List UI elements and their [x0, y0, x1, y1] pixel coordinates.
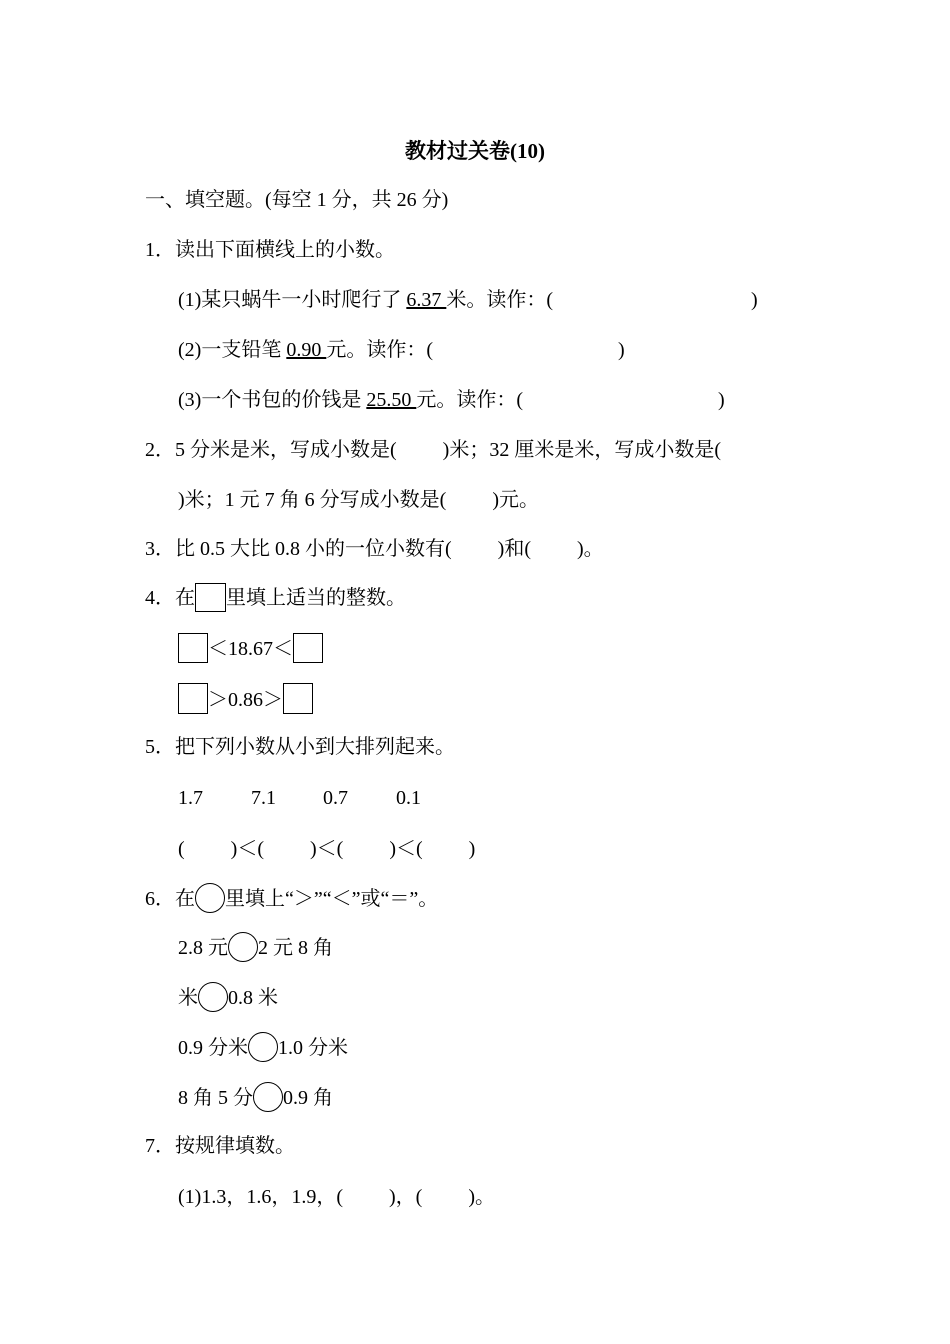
question-7-part-1: (1)1.3，1.6，1.9，( )，( )。	[178, 1186, 495, 1208]
square-box-icon	[195, 583, 226, 612]
question-1-stem: 1．读出下面横线上的小数。	[145, 239, 395, 261]
question-6-row-3: 0.9 分米 1.0 分米	[178, 1032, 348, 1062]
decimal-number: 0.1	[396, 787, 421, 809]
answer-box[interactable]	[178, 683, 208, 714]
answer-box[interactable]	[178, 633, 208, 663]
underlined-decimal: 0.90	[286, 339, 327, 361]
question-4-row-1: ＜18.67＜	[178, 633, 323, 663]
circle-icon	[195, 883, 225, 913]
answer-circle[interactable]	[248, 1032, 278, 1062]
question-3: 3．比 0.5 大比 0.8 小的一位小数有( )和( )。	[145, 538, 604, 560]
decimal-number: 0.7	[323, 787, 348, 809]
answer-box[interactable]	[283, 683, 313, 714]
section-heading: 一、填空题。(每空 1 分，共 26 分)	[145, 189, 449, 211]
underlined-decimal: 6.37	[406, 289, 447, 311]
question-1-part-2: (2)一支铅笔 0.90 元。读作：(	[178, 339, 433, 361]
answer-circle[interactable]	[228, 932, 258, 962]
answer-circle[interactable]	[198, 982, 228, 1012]
question-1-part-1: (1)某只蜗牛一小时爬行了 6.37 米。读作：(	[178, 289, 553, 311]
answer-blank-close[interactable]: )	[618, 339, 625, 361]
answer-circle[interactable]	[253, 1082, 283, 1112]
question-1-part-3: (3)一个书包的价钱是 25.50 元。读作：(	[178, 389, 523, 411]
question-7-stem: 7．按规律填数。	[145, 1135, 295, 1157]
underlined-decimal: 25.50	[366, 389, 417, 411]
question-5-order-row: ( )＜( )＜( )＜( )	[178, 838, 476, 860]
question-6-stem: 6．在 里填上“＞”“＜”或“＝”。	[145, 883, 438, 913]
question-4-row-2: ＞0.86＞	[178, 683, 313, 714]
question-6-row-1: 2.8 元 2 元 8 角	[178, 932, 333, 962]
question-2-line-1: 2．5 分米是米，写成小数是( )米；32 厘米是米，写成小数是(	[145, 439, 721, 461]
page-title: 教材过关卷(10)	[405, 139, 545, 163]
answer-box[interactable]	[293, 633, 323, 663]
question-6-row-4: 8 角 5 分 0.9 角	[178, 1082, 333, 1112]
question-2-line-2: )米；1 元 7 角 6 分写成小数是( )元。	[178, 489, 539, 511]
question-6-row-2: 米 0.8 米	[178, 982, 278, 1012]
question-4-stem: 4．在 里填上适当的整数。	[145, 583, 406, 612]
decimal-number: 7.1	[251, 787, 276, 809]
answer-blank-close[interactable]: )	[718, 389, 725, 411]
answer-blank-close[interactable]: )	[751, 289, 758, 311]
decimal-number: 1.7	[178, 787, 203, 809]
question-5-stem: 5．把下列小数从小到大排列起来。	[145, 736, 455, 758]
